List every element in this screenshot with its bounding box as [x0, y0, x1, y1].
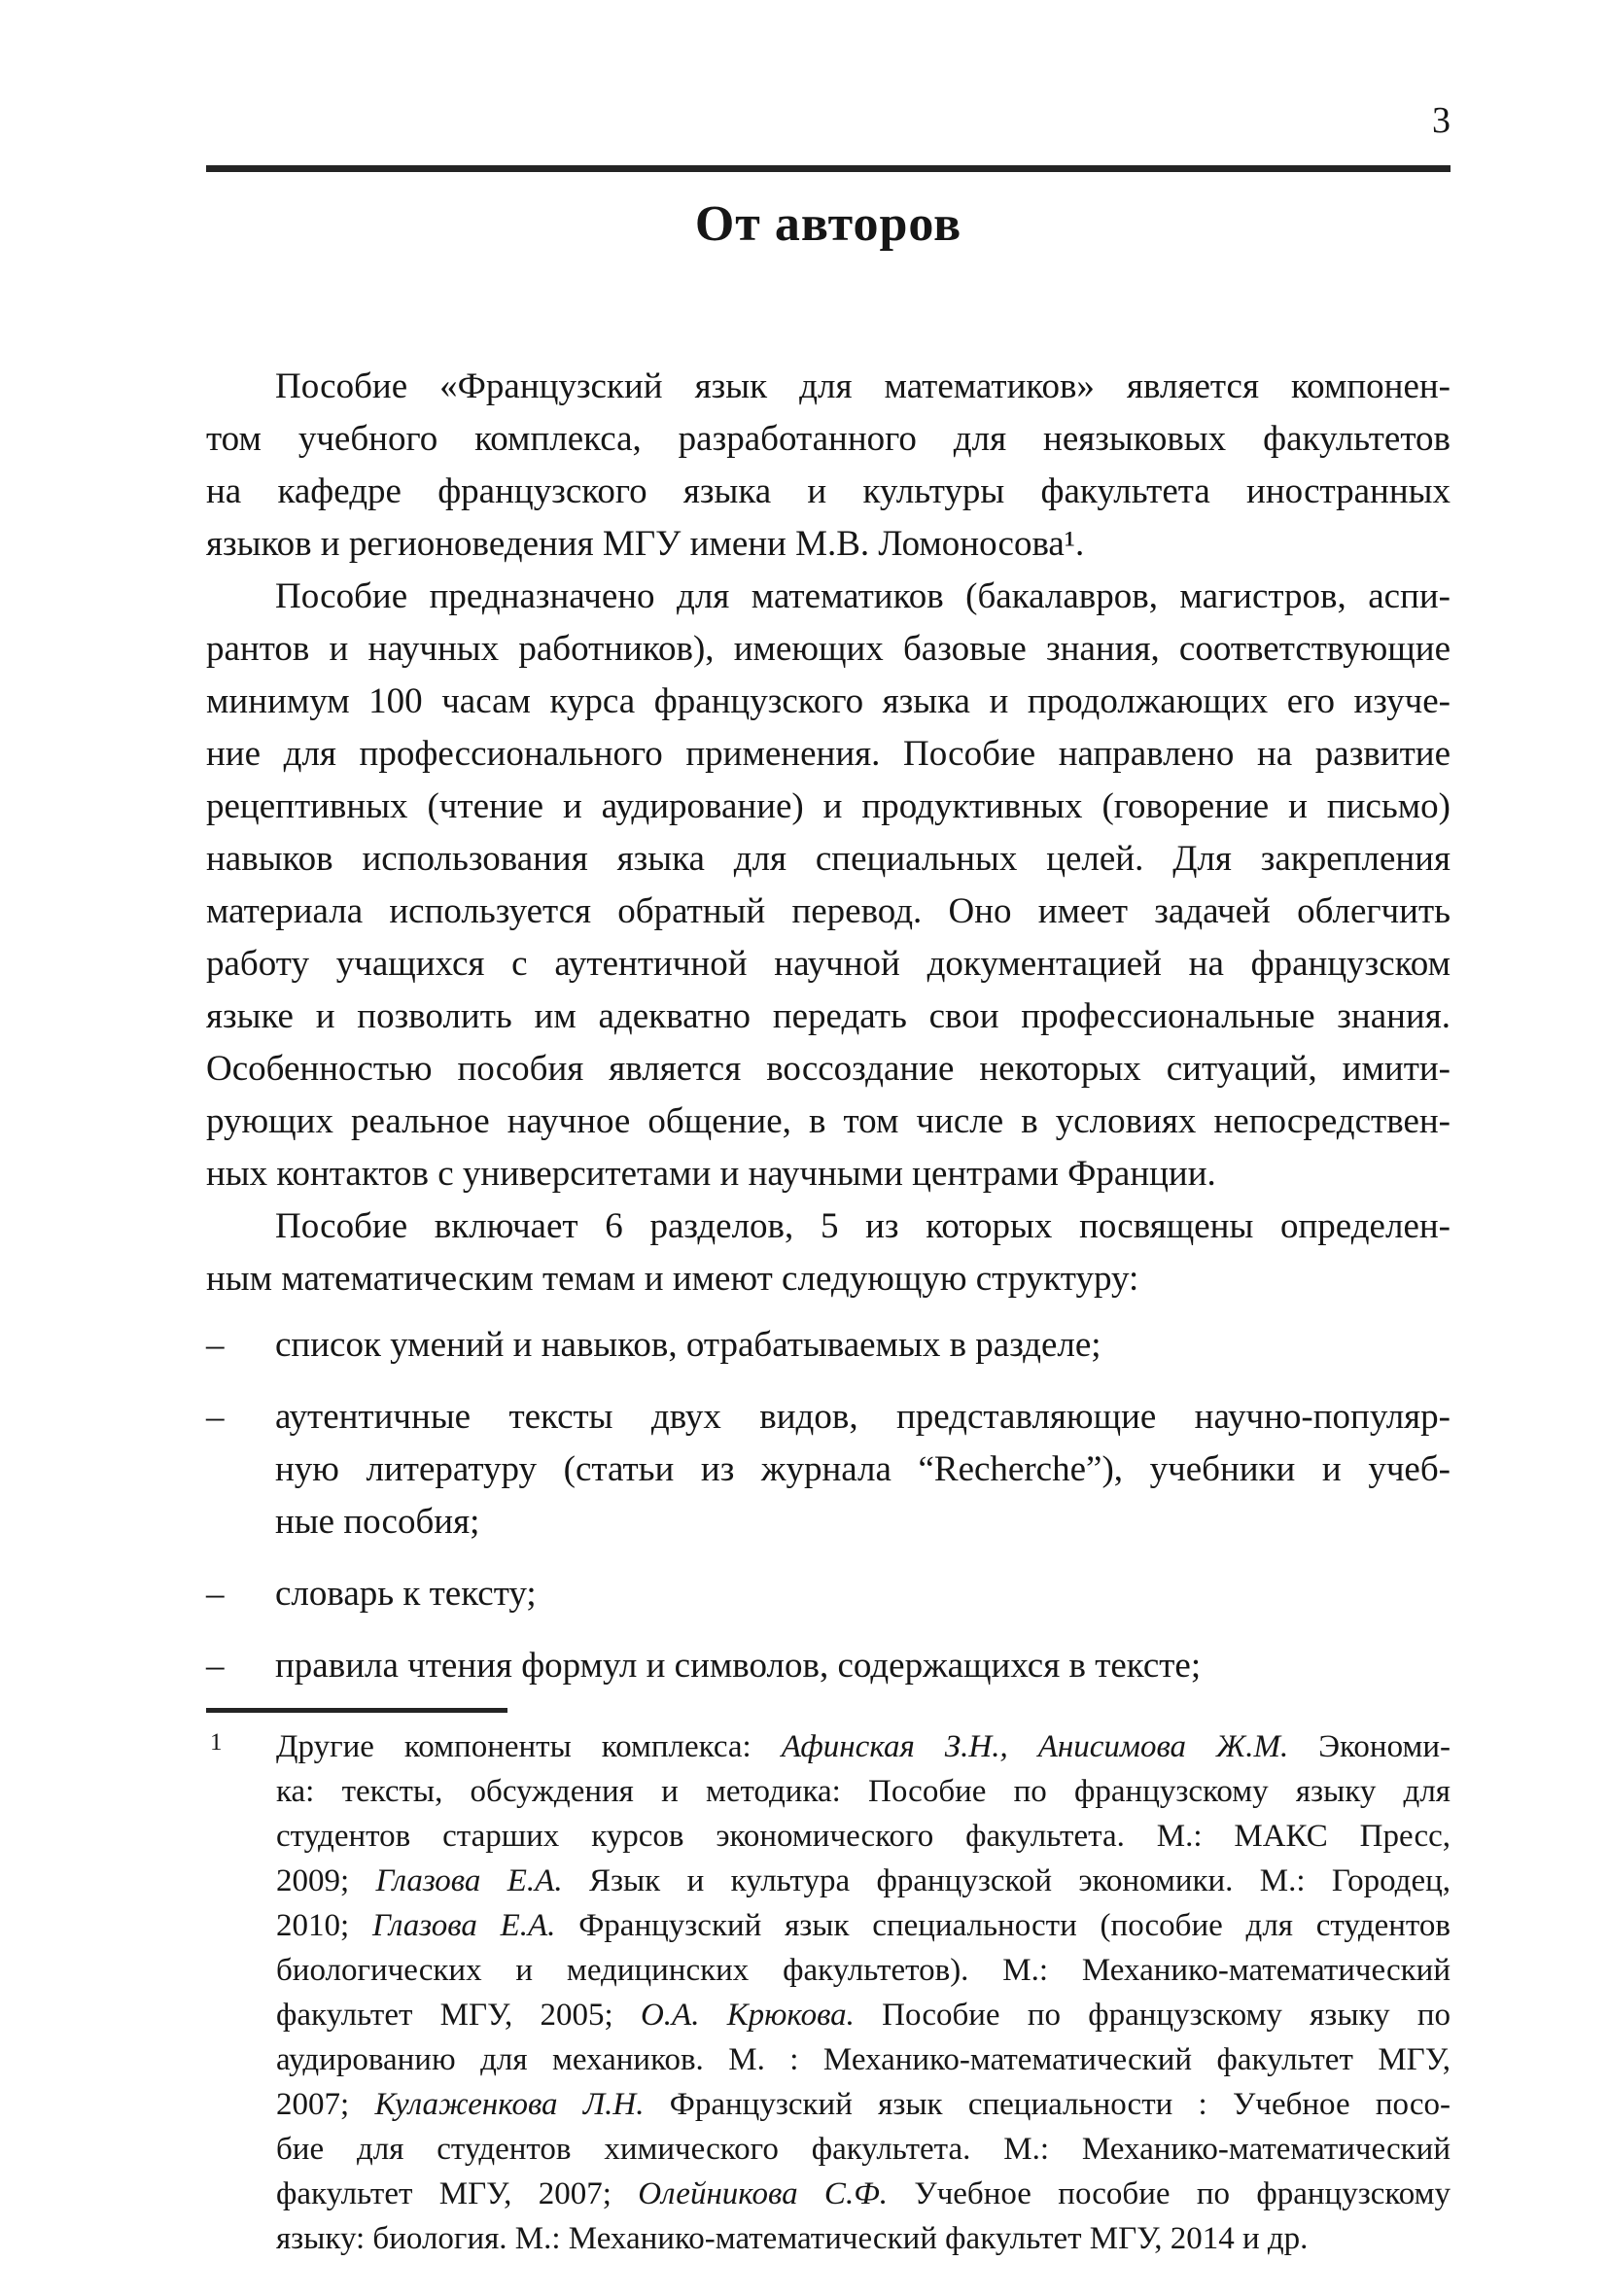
text-line: ных контактов с университетами и научными центрами Франции.: [206, 1154, 1216, 1194]
text-line: языков и регионоведения МГУ имени М.В. Ломоносова¹.: [206, 524, 1085, 564]
footnote-segment: Глазова Е.А.: [371, 1908, 556, 1943]
list-item: [206, 1568, 1451, 1620]
footnote-segment: Олейникова С.Ф.: [638, 2176, 888, 2211]
list-dash-marker: –: [206, 1397, 225, 1437]
footnote-segment: факультет МГУ, 2005;: [276, 1998, 641, 2033]
text-line: Особенностью пособия является воссоздание некоторых ситуаций, имити-: [206, 1049, 1451, 1089]
footnote-line: [276, 1769, 1451, 1814]
footnote-line: [276, 2127, 1451, 2172]
footnote-segment: бие для студентов химического факультета. М.: Механико-математический: [276, 2132, 1451, 2167]
text-line: минимум 100 часам курса французского языка и продолжающих его изуче-: [206, 681, 1451, 721]
footnote-segment: Глазова Е.А.: [375, 1863, 563, 1898]
footnote-line: [276, 1859, 1451, 1903]
footnote-line: [276, 1993, 1451, 2037]
paragraph: [206, 571, 1451, 1200]
footnote-segment: биологических и медицинских факультетов). М.: Механико-математический: [276, 1953, 1451, 1988]
text-line: ную литературу (статьи из журнала “Recherche”), учебники и учеб-: [275, 1449, 1451, 1489]
footnote-segment: Пособие по французскому языку по: [854, 1998, 1451, 2033]
footnote-segment: Французский язык специальности : Учебное посо-: [644, 2087, 1451, 2122]
body-text: [206, 361, 1451, 1305]
footnote-segment: Французский язык специальности (пособие для студентов: [555, 1908, 1451, 1943]
list-item: [206, 1391, 1451, 1548]
footnote-marker: 1: [210, 1729, 223, 1756]
footnote-segment: 2009;: [276, 1863, 376, 1898]
footnote-segment: О.А. Крюкова.: [640, 1998, 855, 2033]
text-line: рецептивных (чтение и аудирование) и продуктивных (говорение и письмо): [206, 786, 1451, 826]
list-dash-marker: –: [206, 1646, 225, 1686]
page-content: [206, 165, 1451, 2261]
footnote-segment: Язык и культура французской экономики. М.: Городец,: [562, 1863, 1451, 1898]
list-item: [206, 1640, 1451, 1692]
text-line: том учебного комплекса, разработанного для неязыковых факультетов: [206, 419, 1451, 459]
paragraph: [206, 1200, 1451, 1305]
list-item: [206, 1319, 1451, 1372]
text-line: правила чтения формул и символов, содержащихся в тексте;: [275, 1646, 1202, 1686]
footnote-segment: Учебное пособие по французскому: [887, 2176, 1451, 2211]
text-line: языке и позволить им адекватно передать свои профессиональные знания.: [206, 996, 1451, 1036]
footnote-line: [276, 1903, 1451, 1948]
footnote-segment: Другие компоненты комплекса:: [276, 1729, 782, 1764]
page-title: От авторов: [694, 196, 962, 252]
text-line: рующих реальное научное общение, в том числе в условиях непосредствен-: [206, 1101, 1451, 1141]
footnote-line: [276, 1724, 1451, 1769]
footnote-segment: Экономи-: [1288, 1729, 1451, 1764]
footnote-segment: ка: тексты, обсуждения и методика: Пособие по французскому языку для: [276, 1774, 1451, 1809]
footnote-segment: Афинская З.Н., Анисимова Ж.М.: [781, 1729, 1289, 1764]
footnote-separator: [206, 1708, 507, 1713]
text-line: ным математическим темам и имеют следующую структуру:: [206, 1259, 1139, 1299]
text-line: рантов и научных работников), имеющих базовые знания, соответствующие: [206, 629, 1451, 669]
footnote-text: [276, 1724, 1451, 2261]
header-rule: [206, 165, 1451, 172]
footnote-line: [276, 2082, 1451, 2127]
footnote-line: [276, 2037, 1451, 2082]
text-line: Пособие предназначено для математиков (бакалавров, магистров, аспи-: [275, 576, 1451, 616]
footnote-line: [276, 1948, 1451, 1993]
text-line: навыков использования языка для специальных целей. Для закрепления: [206, 839, 1451, 879]
list-dash-marker: –: [206, 1325, 225, 1365]
footnote-segment: аудированию для механиков. М. : Механико-математический факультет МГУ,: [276, 2042, 1451, 2077]
footnote-segment: факультет МГУ, 2007;: [276, 2176, 639, 2211]
text-line: Пособие включает 6 разделов, 5 из которых посвящены определен-: [275, 1206, 1451, 1246]
footnote-segment: 2010;: [276, 1908, 372, 1943]
footnote: [206, 1724, 1451, 2261]
text-line: ние для профессионального применения. Пособие направлено на развитие: [206, 734, 1451, 774]
footnote-line: [276, 1814, 1451, 1859]
footnote-line: [276, 2216, 1451, 2261]
paragraph: [206, 361, 1451, 571]
footnote-segment: студентов старших курсов экономического факультета. М.: МАКС Пресс,: [276, 1819, 1451, 1854]
bulleted-list: [206, 1319, 1451, 1692]
text-line: словарь к тексту;: [275, 1574, 537, 1614]
text-line: работу учащихся с аутентичной научной документацией на французском: [206, 944, 1451, 984]
text-line: Пособие «Французский язык для математиков» является компонен-: [275, 366, 1451, 406]
footnote-segment: языку: биология. М.: Механико-математический факультет МГУ, 2014 и др.: [276, 2221, 1309, 2256]
list-dash-marker: –: [206, 1574, 225, 1614]
footnote-segment: 2007;: [276, 2087, 375, 2122]
text-line: на кафедре французского языка и культуры факультета иностранных: [206, 471, 1451, 511]
footnote-segment: Кулаженкова Л.Н.: [374, 2087, 645, 2122]
text-line: материала используется обратный перевод. Оно имеет задачей облегчить: [206, 891, 1451, 931]
text-line: аутентичные тексты двух видов, представляющие научно-популяр-: [275, 1397, 1451, 1437]
footnote-line: [276, 2172, 1451, 2216]
text-line: список умений и навыков, отрабатываемых в разделе;: [275, 1325, 1101, 1365]
text-line: ные пособия;: [275, 1502, 480, 1542]
page-number: 3: [1432, 100, 1451, 141]
